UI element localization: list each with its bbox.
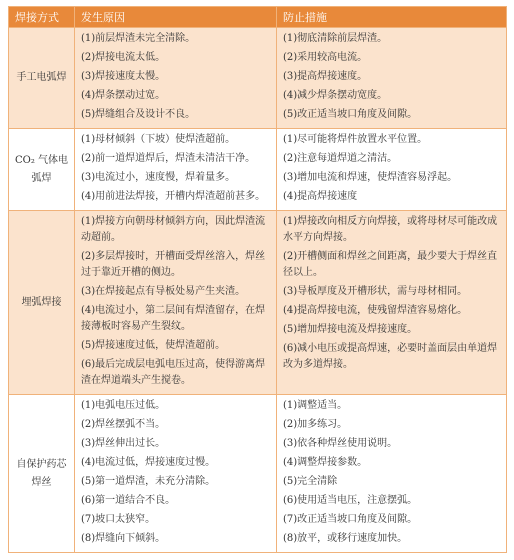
cause-item: (5)焊缝组合及设计不良。 [81, 109, 196, 120]
measure-item: (2)采用较高电流。 [283, 52, 368, 63]
measure-item: (7)改正适当坡口角度及间隙。 [283, 514, 418, 525]
measure-item: (1)尽可能将焊件放置水平位置。 [283, 134, 428, 145]
welding-method-cell: 自保护药芯焊丝 [9, 395, 75, 553]
measure-item: (3)增加电流和焊速，使焊渣容易浮起。 [283, 172, 458, 183]
cause-cell [75, 129, 277, 211]
cause-item: (1)前层焊渣未完全清除。 [81, 33, 196, 44]
cause-cell [75, 28, 277, 129]
cause-item: (6)最后完成层电弧电压过高，使得游离焊渣在焊道端头产生搅卷。 [81, 359, 266, 386]
cause-item: (2)焊丝摆弧不当。 [81, 419, 166, 430]
header-welding-method: 焊接方式 [9, 7, 75, 28]
measure-item: (4)提高焊接电流，使残留焊渣容易熔化。 [283, 305, 468, 316]
measure-item: (3)提高焊接速度。 [283, 71, 368, 82]
measure-item: (3)依各种焊丝使用说明。 [283, 438, 398, 449]
header-prevention: 防止措施 [277, 7, 507, 28]
measure-item: (5)完全清除 [283, 476, 338, 487]
measure-cell [277, 129, 507, 211]
table-row [9, 395, 507, 553]
cause-item: (2)前一道焊道焊后，焊渣未清洁干净。 [81, 153, 256, 164]
measure-item: (6)使用适当电压，注意摆弧。 [283, 495, 418, 506]
slag-inclusion-table-wrapper [8, 6, 506, 553]
welding-method-cell: CO₂ 气体电弧焊 [9, 129, 75, 211]
cause-item: (2)多层焊接时，开槽面受焊丝溶入，焊丝过于靠近开槽的侧边。 [81, 251, 266, 278]
measure-item: (1)焊接改向相反方向焊接，或将母材尽可能改成水平方向焊接。 [283, 216, 498, 243]
cause-item: (4)电流过低，焊接速度过慢。 [81, 457, 216, 468]
table-header-row [9, 7, 507, 28]
measure-item: (2)加多练习。 [283, 419, 348, 430]
cause-item: (4)焊条摆动过宽。 [81, 90, 166, 101]
cause-item: (1)母材倾斜（下坡）使焊渣超前。 [81, 134, 236, 145]
measure-item: (4)调整焊接参数。 [283, 457, 368, 468]
measure-item: (6)减小电压或提高焊速，必要时盖面层由单道焊改为多道焊接。 [283, 343, 498, 370]
measure-cell [277, 211, 507, 395]
cause-item: (3)焊丝伸出过长。 [81, 438, 166, 449]
cause-item: (5)第一道焊渣，未充分清除。 [81, 476, 216, 487]
table-row [9, 211, 507, 395]
measure-item: (3)导板厚度及开槽形状，需与母材相同。 [283, 286, 468, 297]
cause-item: (4)电流过小，第二层间有焊渣留存，在焊接薄板时容易产生裂纹。 [81, 305, 266, 332]
cause-item: (1)焊接方向朝母材倾斜方向，因此焊渣流动超前。 [81, 216, 266, 243]
measure-item: (1)调整适当。 [283, 400, 348, 411]
table-row [9, 129, 507, 211]
measure-item: (5)改正适当坡口角度及间隙。 [283, 109, 418, 120]
table-body [9, 28, 507, 553]
cause-cell [75, 211, 277, 395]
cause-item: (7)坡口太狭窄。 [81, 514, 156, 525]
cause-item: (3)在焊接起点有导板处易产生夹渣。 [81, 286, 246, 297]
measure-item: (5)增加焊接电流及焊接速度。 [283, 324, 418, 335]
header-cause: 发生原因 [75, 7, 277, 28]
measure-cell [277, 28, 507, 129]
welding-method-cell: 埋弧焊接 [9, 211, 75, 395]
cause-item: (4)用前进法焊接，开槽内焊渣超前甚多。 [81, 191, 266, 202]
measure-item: (4)提高焊接速度 [283, 191, 358, 202]
cause-item: (3)电流过小，速度慢，焊着量多。 [81, 172, 236, 183]
slag-inclusion-table [8, 6, 507, 553]
measure-cell [277, 395, 507, 553]
welding-method-cell: 手工电弧焊 [9, 28, 75, 129]
measure-item: (8)放平，或移行速度加快。 [283, 533, 408, 544]
table-row [9, 28, 507, 129]
cause-item: (2)焊接电流太低。 [81, 52, 166, 63]
cause-item: (5)焊接速度过低，使焊渣超前。 [81, 340, 226, 351]
measure-item: (2)注意每道焊道之清洁。 [283, 153, 398, 164]
measure-item: (2)开槽侧面和焊丝之间距离，最少要大于焊丝直径以上。 [283, 251, 498, 278]
cause-item: (1)电弧电压过低。 [81, 400, 166, 411]
measure-item: (4)减少焊条摆动宽度。 [283, 90, 388, 101]
cause-cell [75, 395, 277, 553]
cause-item: (8)焊缝向下倾斜。 [81, 533, 166, 544]
cause-item: (3)焊接速度太慢。 [81, 71, 166, 82]
cause-item: (6)第一道结合不良。 [81, 495, 176, 506]
measure-item: (1)彻底清除前层焊渣。 [283, 33, 388, 44]
